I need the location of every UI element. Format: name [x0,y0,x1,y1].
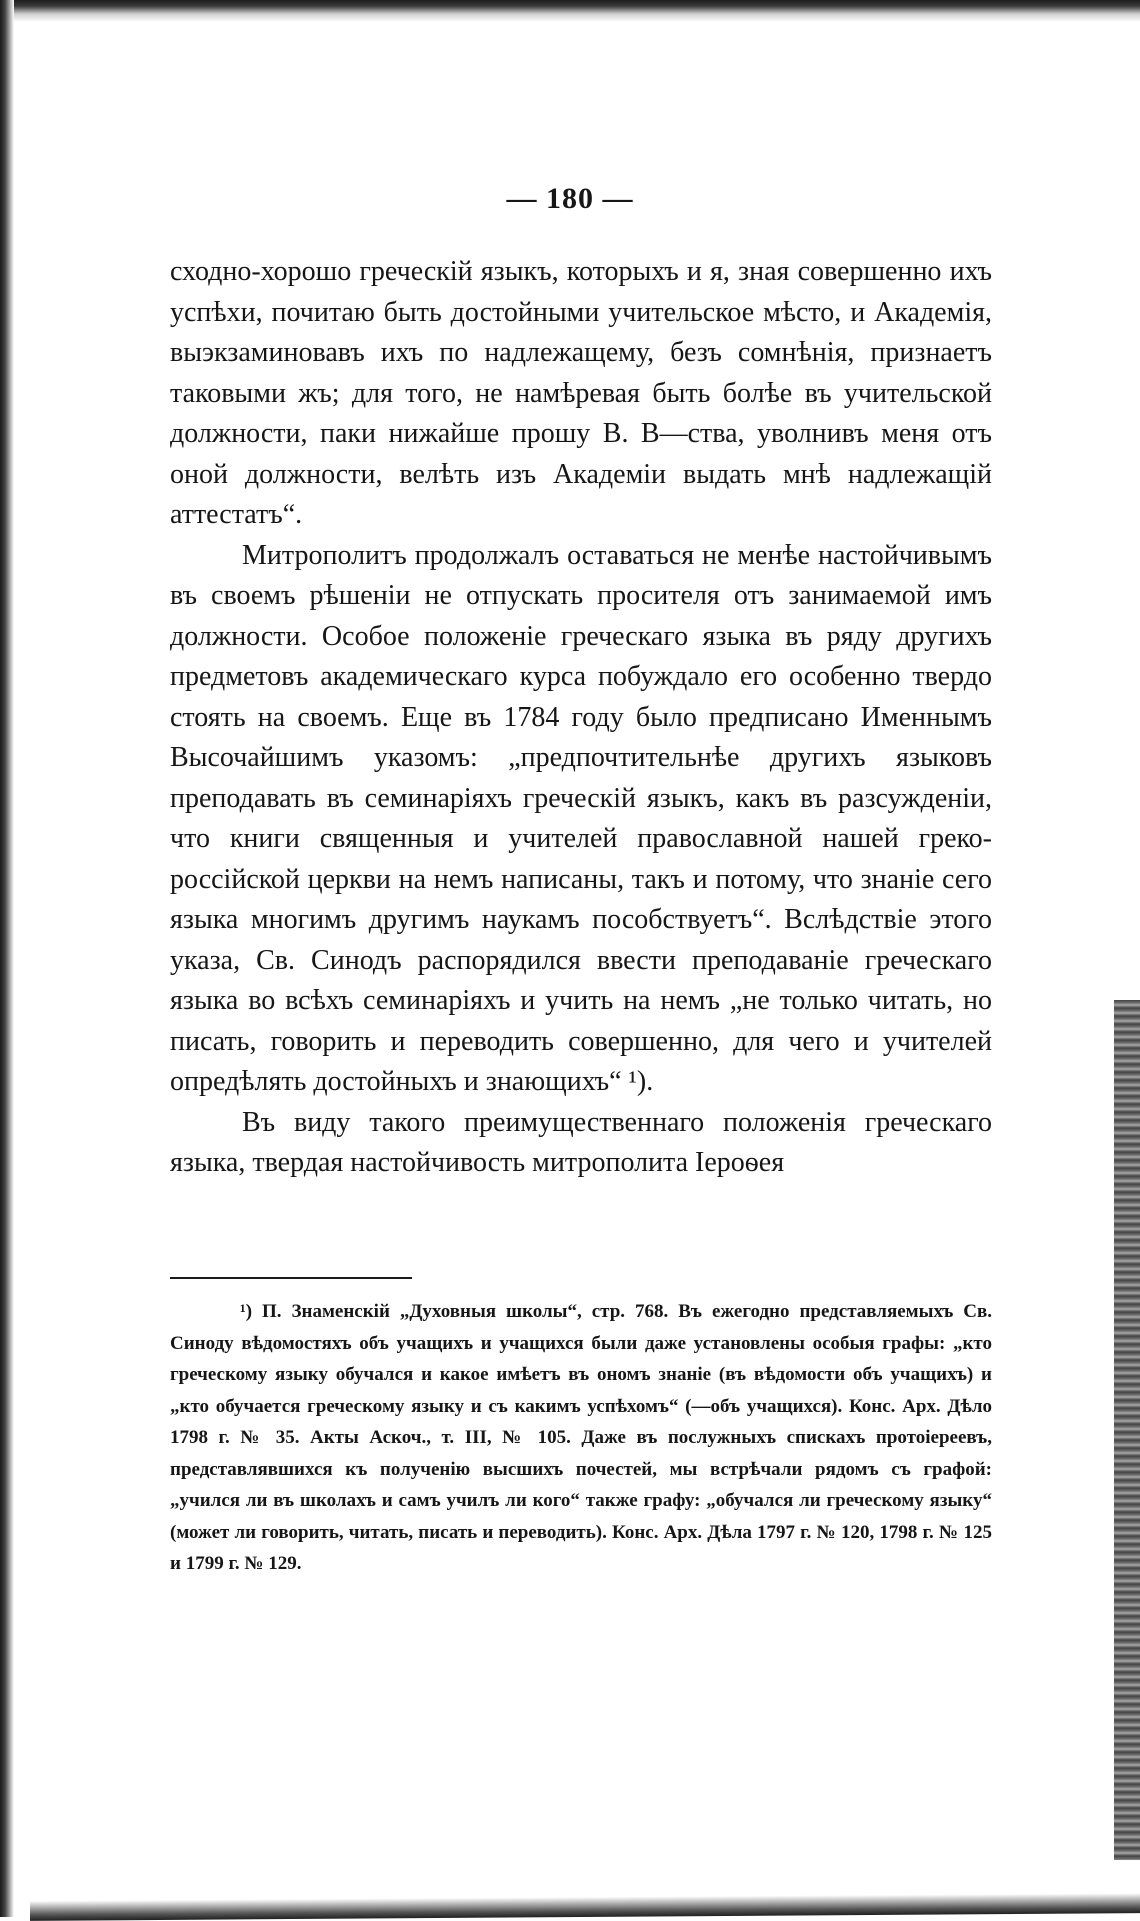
scan-border-left [0,0,14,1917]
scan-border-right [1114,1000,1140,1860]
footnotes [170,1296,992,1580]
scan-border-top [0,0,1140,22]
main-text [170,252,992,1184]
paragraph: Въ виду такого преимущественнаго положенія греческаго языка, твердая настойчивость митрополита Іероѳея [170,1106,992,1178]
paragraph-continuation: сходно-хорошо греческій языкъ, которыхъ и я, зная совершенно ихъ успѣхи, почитаю быть достойными учительское мѣсто, и Академія, выэкзаминовавъ ихъ по надлежащему, безъ сомнѣнія, признаетъ таковыми жъ; для того, не намѣревая быть болѣе въ учительской должности, паки нижайше прошу В. В—ства, уволнивъ меня отъ оной должности, велѣть изъ Академіи выдать мнѣ надлежащій аттестатъ“. [170,256,992,530]
page-number: — 180 — [506,182,634,215]
paragraph: Митрополитъ продолжалъ оставаться не менѣе настойчивымъ въ своемъ рѣшеніи не отпускать просителя отъ занимаемой имъ должности. Особое положеніе греческаго языка въ ряду другихъ предметовъ академическаго курса побуждало его особенно твердо стоять на своемъ. Еще въ 1784 году было предписано Именнымъ Высочайшимъ указомъ: „предпочтительнѣе другихъ языковъ преподавать въ семинаріяхъ греческій языкъ, какъ въ разсужденіи, что книги священныя и учителей православной нашей греко-россійской церкви на немъ написаны, такъ и потому, что знаніе сего языка многимъ другимъ наукамъ пособствуетъ“. Вслѣдствіе этого указа, Св. Синодъ распорядился ввести преподаваніе греческаго языка во всѣхъ семинаріяхъ и учить на немъ „не только читать, но писать, говорить и переводить совершенно, для чего и учителей опредѣлять достойныхъ и знающихъ“ ¹). [170,539,992,1097]
footnote: ¹) П. Знаменскій „Духовныя школы“, стр. 768. Въ ежегодно представляемыхъ Св. Синоду вѣдомостяхъ объ учащихъ и учащихся были даже установлены особыя графы: „кто греческому языку обучался и какое имѣетъ въ ономъ знаніе (въ вѣдомости объ учащихъ) и „кто обучается греческому языку и съ какимъ успѣхомъ“ (—объ учащихся). Конс. Арх. Дѣло 1798 г. № 35. Акты Аскоч., т. III, № 105. Даже въ послужныхъ спискахъ протоіереевъ, представлявшихся къ полученію высшихъ почестей, мы встрѣчали рядомъ съ графой: „учился ли въ школахъ и самъ училъ ли кого“ также графу: „обучался ли греческому языку“ (может ли говорить, читать, писать и переводить). Конс. Арх. Дѣла 1797 г. № 120, 1798 г. № 125 и 1799 г. № 129. [170,1301,992,1574]
footnote-separator [170,1277,412,1279]
